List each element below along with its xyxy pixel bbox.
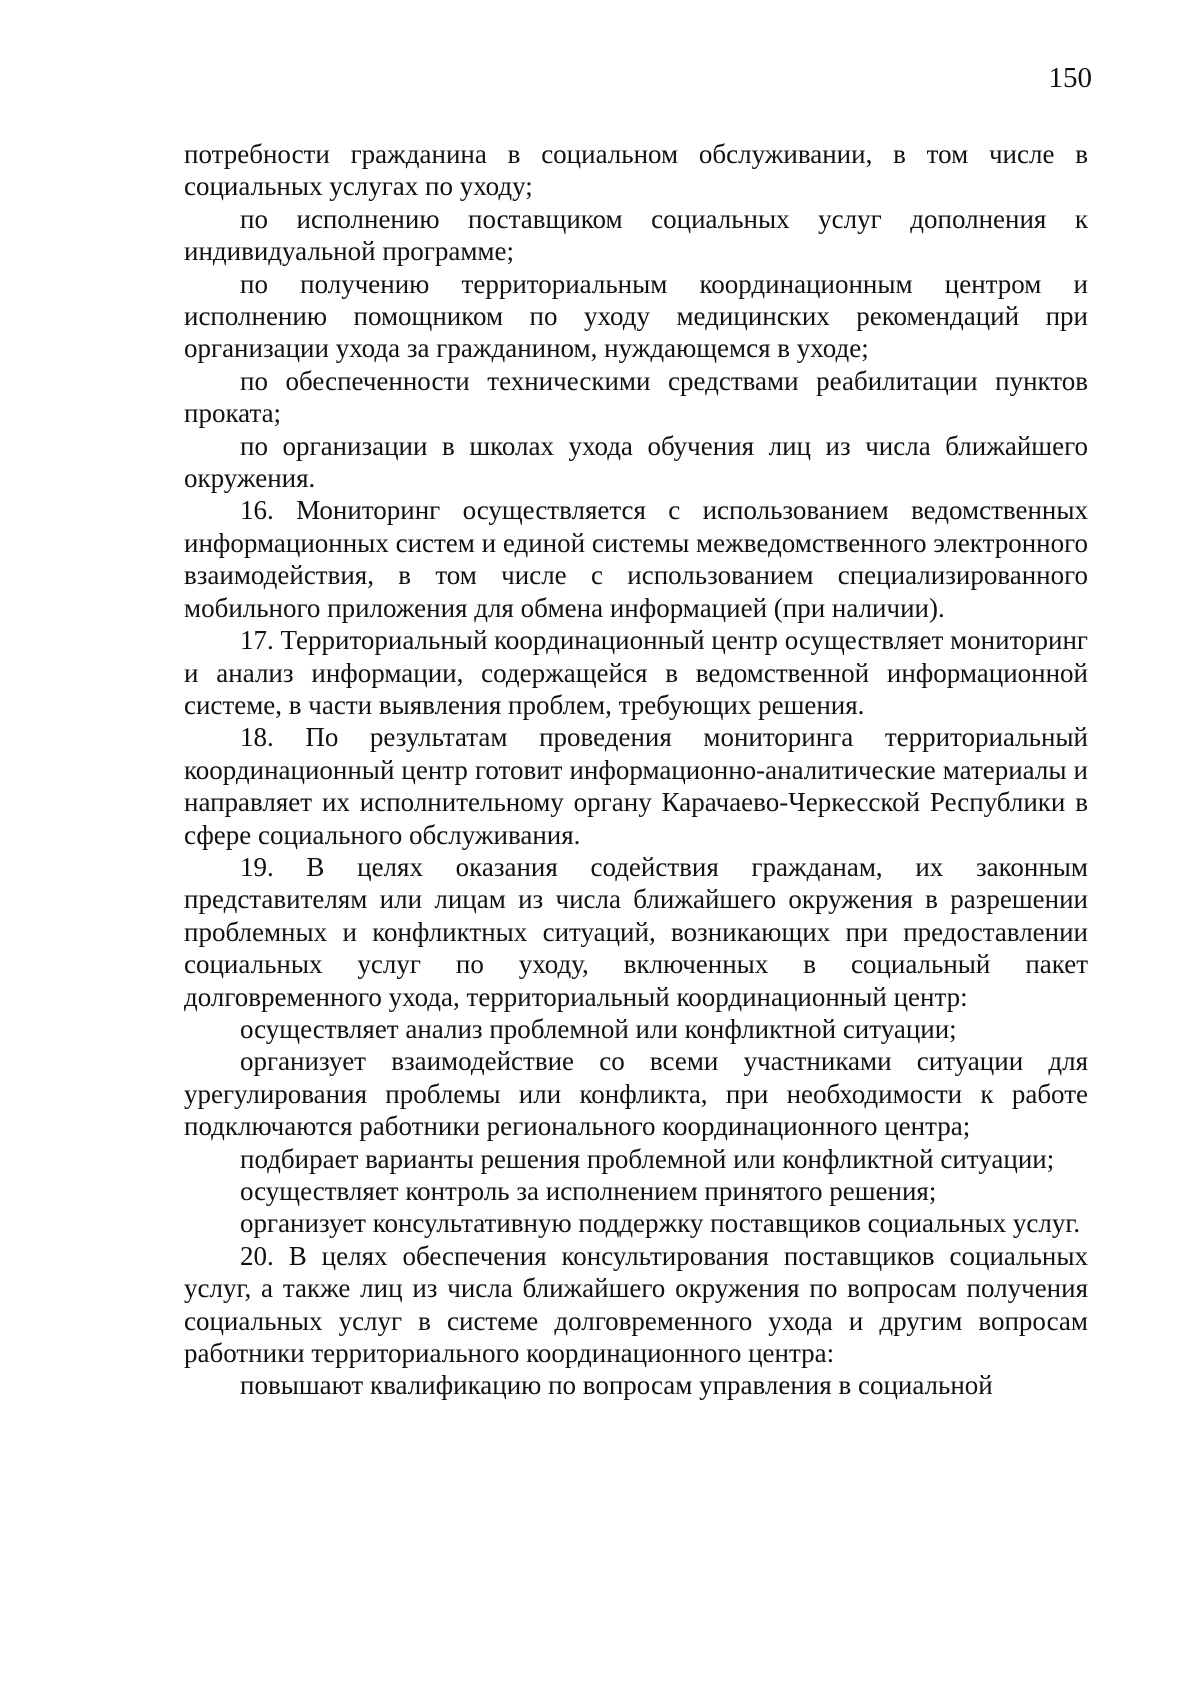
paragraph: осуществляет контроль за исполнением принятого решения; xyxy=(240,1176,937,1206)
paragraph: организует консультативную поддержку поставщиков социальных услуг. xyxy=(240,1208,1081,1239)
paragraph: осуществляет анализ проблемной или конфликтной ситуации; xyxy=(240,1013,957,1044)
paragraph-item-18: 18. По результатам проведения мониторинга территориальный координационный центр готовит информационно-аналитические материалы и направляет их исполнительному органу Карачаево-Черкесской Республики в сфере социального обслуживания. xyxy=(184,722,1088,850)
paragraph-continuation: потребности гражданина в социальном обслуживании, в том числе в социальных услугах по уходу; xyxy=(184,139,1088,202)
paragraph-item-19: 19. В целях оказания содействия гражданам, их законным представителям или лицам из числа ближайшего окружения в разрешении проблемных и конфликтных ситуаций, возникающих при предоставлении социальных услуг по уходу, включенных в социальный пакет долговременного ухода, территориальный координационный центр: xyxy=(184,851,1088,1012)
paragraph: подбирает варианты решения проблемной или конфликтной ситуации; xyxy=(240,1143,1055,1174)
paragraph-item-20: 20. В целях обеспечения консультирования поставщиков социальных услуг, а также лиц из числа ближайшего окружения по вопросам получения социальных услуг в системе долговременного ухода и другим вопросам работники территориального координационного центра: xyxy=(184,1240,1088,1369)
document-body xyxy=(184,138,1088,1402)
paragraph: повышают квалификацию по вопросам управления в социальной xyxy=(240,1370,993,1401)
paragraph: по исполнению поставщиком социальных услуг дополнения к индивидуальной программе; xyxy=(184,203,1088,267)
paragraph: по организации в школах ухода обучения лиц из числа ближайшего окружения. xyxy=(184,430,1088,494)
paragraph-item-17: 17. Территориальный координационный центр осуществляет мониторинг и анализ информации, содержащейся в ведомственной информационной системе, в части выявления проблем, требующих решения. xyxy=(184,625,1088,720)
paragraph-item-16: 16. Мониторинг осуществляется с использованием ведомственных информационных систем и единой системы межведомственного электронного взаимодействия, в том числе с использованием специализированного мобильного приложения для обмена информацией (при наличии). xyxy=(184,495,1088,623)
page-number: 150 xyxy=(1048,62,1092,94)
paragraph: по получению территориальным координационным центром и исполнению помощником по уходу медицинских рекомендаций при организации ухода за гражданином, нуждающемся в уходе; xyxy=(184,268,1088,364)
paragraph: организует взаимодействие со всеми участниками ситуации для урегулирования проблемы или конфликта, при необходимости к работе подключаются работники регионального координационного центра; xyxy=(184,1046,1088,1142)
paragraph: по обеспеченности техническими средствами реабилитации пунктов проката; xyxy=(184,365,1088,429)
